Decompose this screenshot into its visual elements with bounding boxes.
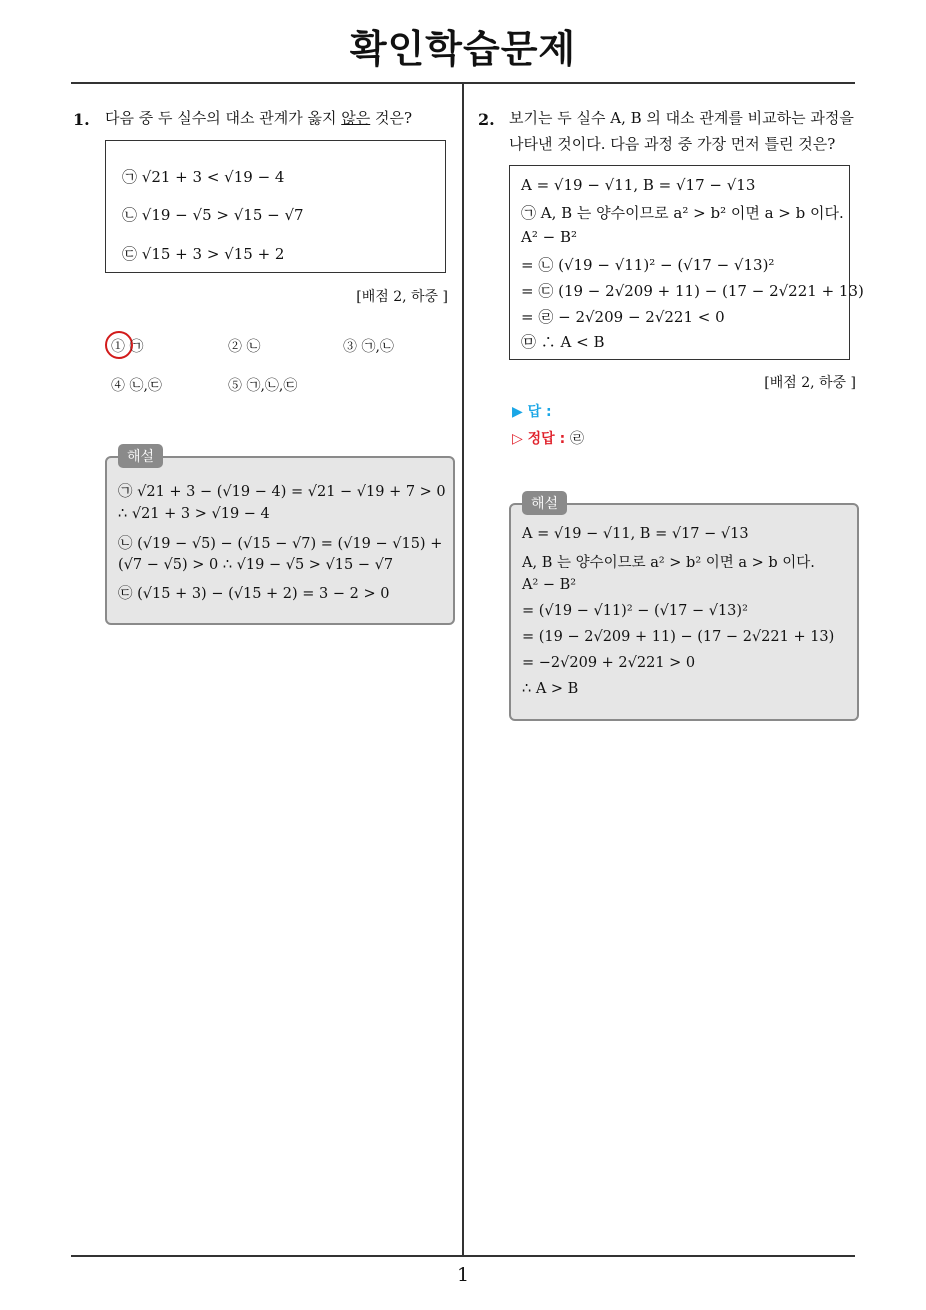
q2-question-line1: 보기는 두 실수 A, B 의 대소 관계를 비교하는 과정을 [509,109,854,127]
q1-bogi-item: ㉠ √21 + 3 < √19 − 4 [122,168,285,186]
q2-correct-answer-row [512,428,584,448]
q2-explanation-line: = (19 − 2√209 + 11) − (17 − 2√221 + 13) [522,629,835,645]
q2-correct-value: ㉣ [570,431,585,447]
q1-text-before: 다음 중 두 실수의 대소 관계가 옳지 [105,109,342,127]
q1-choice-1[interactable]: ① ㉠ [111,339,144,355]
q1-text-after: 것은? [370,109,413,127]
q2-explanation-line: A² − B² [522,577,577,593]
q2-bogi-line: A² − B² [521,228,577,246]
q2-explanation-tag: 해설 [522,491,567,515]
q2-explanation-line: A, B 는 양수이므로 a² > b² 이면 a > b 이다. [522,555,815,571]
q1-choice-2[interactable]: ② ㉡ [228,339,261,355]
column-divider [462,82,464,1255]
page-number: 1 [456,1264,470,1286]
q1-explanation-line: ㉢ (√15 + 3) − (√15 + 2) = 3 − 2 > 0 [118,586,390,602]
q2-bogi-line: ㉤ ∴ A < B [521,333,605,351]
q1-choice-5[interactable]: ⑤ ㉠,㉡,㉢ [228,378,298,394]
q1-explanation-line: (√7 − √5) > 0 ∴ √19 − √5 > √15 − √7 [118,557,394,573]
q2-bogi-line: A = √19 − √11, B = √17 − √13 [521,176,756,194]
q2-score: [배점 2, 하중 ] [764,375,856,391]
q1-choice-4[interactable]: ④ ㉡,㉢ [111,378,162,394]
q2-number: 2. [478,110,495,129]
q2-answer-label[interactable]: ▶ 답 : [512,404,552,420]
q1-bogi-item: ㉢ √15 + 3 > √15 + 2 [122,245,285,263]
q1-choice-3[interactable]: ③ ㉠,㉡ [343,339,394,355]
q2-explanation-line: = −2√209 + 2√221 > 0 [522,655,696,671]
q1-score: [배점 2, 하중 ] [356,289,448,305]
q1-question-text [105,105,412,132]
q1-explanation-line: ∴ √21 + 3 > √19 − 4 [118,506,270,522]
q1-text-underlined: 않은 [341,109,371,127]
q2-bogi-line: ㉠ A, B 는 양수이므로 a² > b² 이면 a > b 이다. [521,204,844,222]
q1-number: 1. [73,110,90,129]
q2-explanation-line: A = √19 − √11, B = √17 − √13 [522,526,749,542]
q2-explanation-line: = (√19 − √11)² − (√17 − √13)² [522,603,748,619]
q2-explanation-line: ∴ A > B [522,681,579,697]
page-title: 확인학습문제 [349,27,577,71]
q2-question-line2: 나타낸 것이다. 다음 과정 중 가장 먼저 틀린 것은? [509,135,836,153]
q2-bogi-line: = ㉢ (19 − 2√209 + 11) − (17 − 2√221 + 13) [521,282,864,300]
q2-correct-label: ▷ 정답 : [512,431,566,447]
q1-bogi-item: ㉡ √19 − √5 > √15 − √7 [122,206,304,224]
bottom-divider [71,1255,855,1257]
q1-explanation-tag: 해설 [118,444,163,468]
q1-explanation-line: ㉠ √21 + 3 − (√19 − 4) = √21 − √19 + 7 > 0 [118,484,446,500]
q1-explanation-line: ㉡ (√19 − √5) − (√15 − √7) = (√19 − √15) + [118,536,443,552]
q2-bogi-line: = ㉣ − 2√209 − 2√221 < 0 [521,308,725,326]
q2-bogi-line: = ㉡ (√19 − √11)² − (√17 − √13)² [521,256,775,274]
